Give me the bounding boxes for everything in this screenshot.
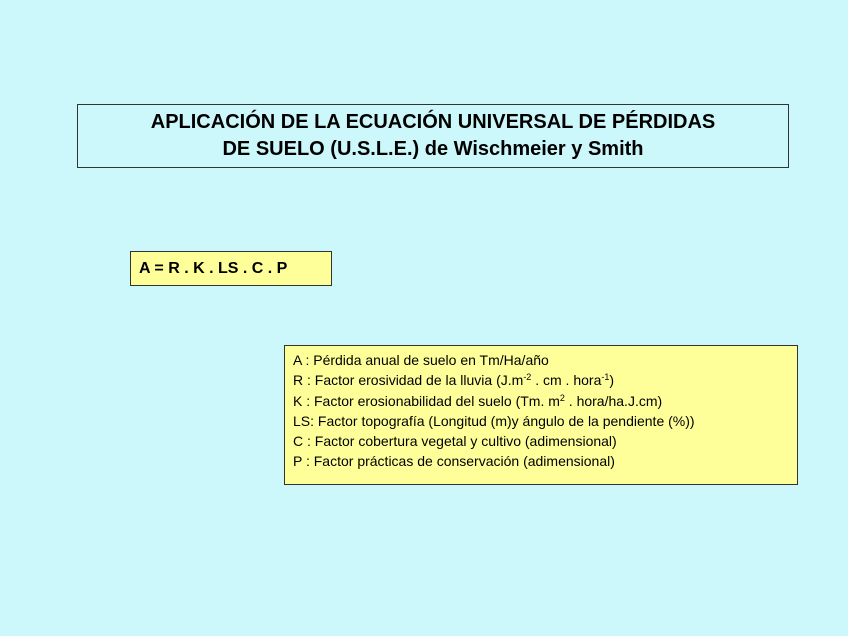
- legend-r-mid: . cm . hora: [531, 372, 602, 389]
- legend-k-prefix: K : Factor erosionabilidad del suelo (Tm. m: [293, 392, 560, 409]
- legend-box: [284, 345, 798, 485]
- formula-text: A = R . K . LS . C . P: [139, 260, 288, 277]
- legend-item-r: [293, 370, 797, 390]
- legend-item-c: C : Factor cobertura vegetal y cultivo (adimensional): [293, 433, 617, 450]
- legend-item-ls: LS: Factor topografía (Longitud (m)y ángulo de la pendiente (%)): [293, 412, 695, 429]
- title-box: [77, 104, 789, 168]
- legend-r-prefix: R : Factor erosividad de la lluvia (J.m: [293, 372, 524, 389]
- formula-box: [130, 251, 332, 286]
- legend-item-k: [293, 391, 797, 411]
- legend-item-a: A : Pérdida anual de suelo en Tm/Ha/año: [293, 352, 549, 368]
- legend-k-suffix: . hora/ha.J.cm): [564, 392, 663, 409]
- legend-r-exponent-2: -1: [601, 372, 610, 383]
- legend-r-exponent-1: -2: [523, 372, 532, 383]
- legend-k-exponent: 2: [559, 392, 565, 403]
- legend-item-p: P : Factor prácticas de conservación (adimensional): [293, 453, 615, 470]
- title-line-2: DE SUELO (U.S.L.E.) de Wischmeier y Smith: [222, 138, 644, 160]
- legend-r-suffix: ): [609, 372, 615, 389]
- title-line-1: APLICACIÓN DE LA ECUACIÓN UNIVERSAL DE PÉRDIDAS: [150, 111, 716, 133]
